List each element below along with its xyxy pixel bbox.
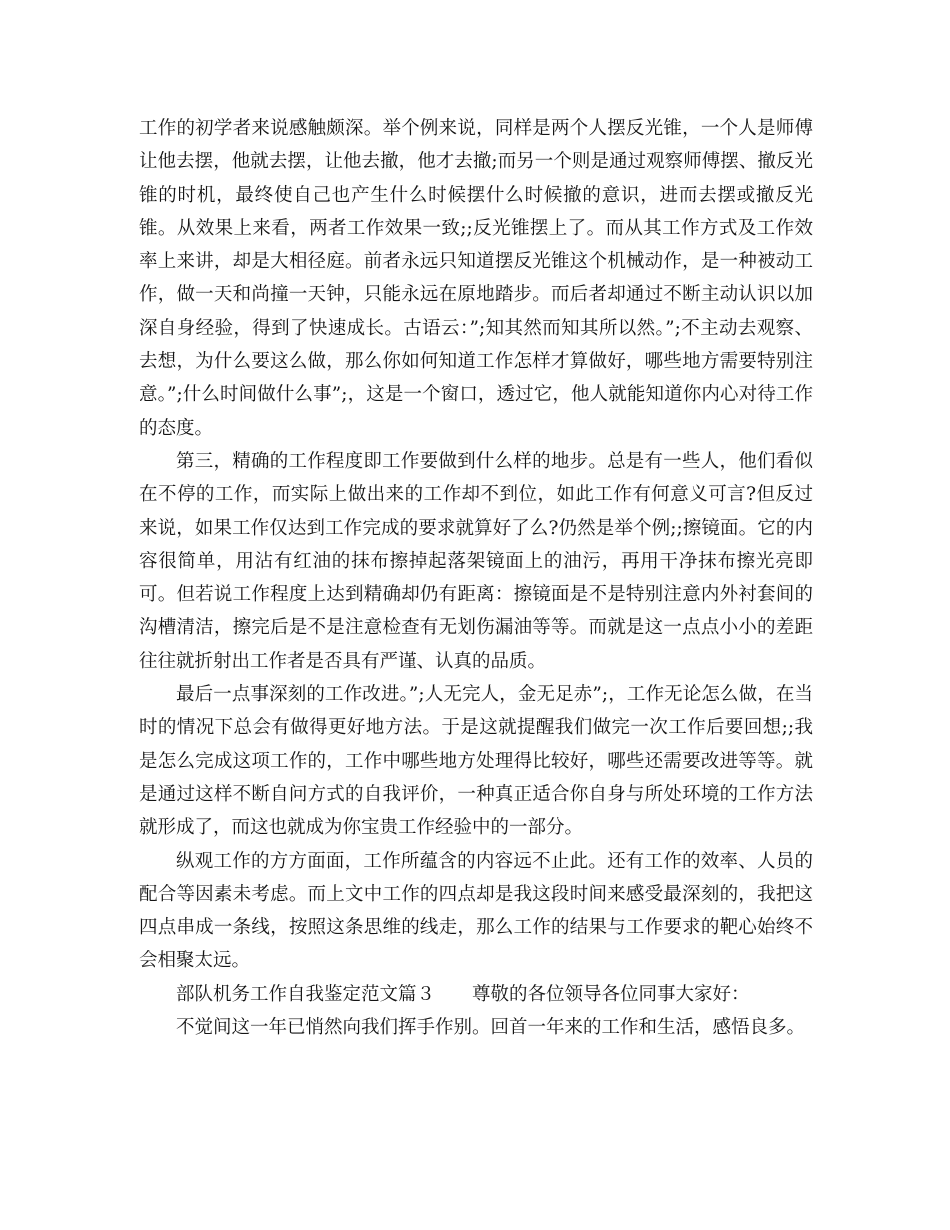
paragraph-continued: 工作的初学者来说感触颇深。举个例来说，同样是两个人摆反光锥，一个人是师傅让他去摆，他就去摆，让他去撤，他才去撤;而另一个则是通过观察师傅摆、撤反光锥的时机，最终使自己也产生什么时候摆什么时候撤的意识，进而去摆或撤反光锥。从效果上来看，两者工作效果一致;;反光锥摆上了。而从其工作方式及工作效率上来讲，却是大相径庭。前者永远只知道摆反光锥这个机械动作，是一种被动工作，做一天和尚撞一天钟，只能永远在原地踏步。而后者却通过不断主动认识以加深自身经验，得到了快速成长。古语云：”;知其然而知其所以然。”;不主动去观察、去想，为什么要这么做，那么你如何知道工作怎样才算做好，哪些地方需要特别注意。”;什么时间做什么事”;，这是一个窗口，透过它，他人就能知道你内心对待工作的态度。 <box>139 118 813 439</box>
section-heading: 部队机务工作自我鉴定范文篇３ <box>176 983 436 1005</box>
paragraph-last-point: 最后一点事深刻的工作改进。”;人无完人，金无足赤”;，工作无论怎么做，在当时的情况下总会有做得更好地方法。于是这就提醒我们做完一次工作后要回想;;我是怎么完成这项工作的，工作中哪些地方处理得比较好，哪些还需要改进等等。就是通过这样不断自问方式的自我评价，一种真正适合你自身与所处环境的工作方法就形成了，而这也就成为你宝贵工作经验中的一部分。 <box>139 684 813 839</box>
section-heading-line <box>139 978 813 1011</box>
document-body <box>139 112 813 1044</box>
salutation: 尊敬的各位领导各位同事大家好： <box>472 983 750 1005</box>
paragraph-third-point: 第三，精确的工作程度即工作要做到什么样的地步。总是有一些人，他们看似在不停的工作，而实际上做出来的工作却不到位，如此工作有何意义可言?但反过来说，如果工作仅达到工作完成的要求就算好了么?仍然是举个例;;擦镜面。它的内容很简单，用沾有红油的抹布擦掉起落架镜面上的油污，再用干净抹布擦光亮即可。但若说工作程度上达到精确却仍有距离：擦镜面是不是特别注意内外衬套间的沟槽清洁，擦完后是不是注意检查有无划伤漏油等等。而就是这一点点小小的差距往往就折射出工作者是否具有严谨、认真的品质。 <box>139 450 813 672</box>
paragraph-overview: 纵观工作的方方面面，工作所蕴含的内容远不止此。还有工作的效率、人员的配合等因素未考虑。而上文中工作的四点却是我这段时间来感受最深刻的，我把这四点串成一条线，按照这条思维的线走，那么工作的结果与工作要求的靶心始终不会相聚太远。 <box>139 850 813 972</box>
paragraph-closing: 不觉间这一年已悄然向我们挥手作别。回首一年来的工作和生活，感悟良多。 <box>176 1017 806 1039</box>
